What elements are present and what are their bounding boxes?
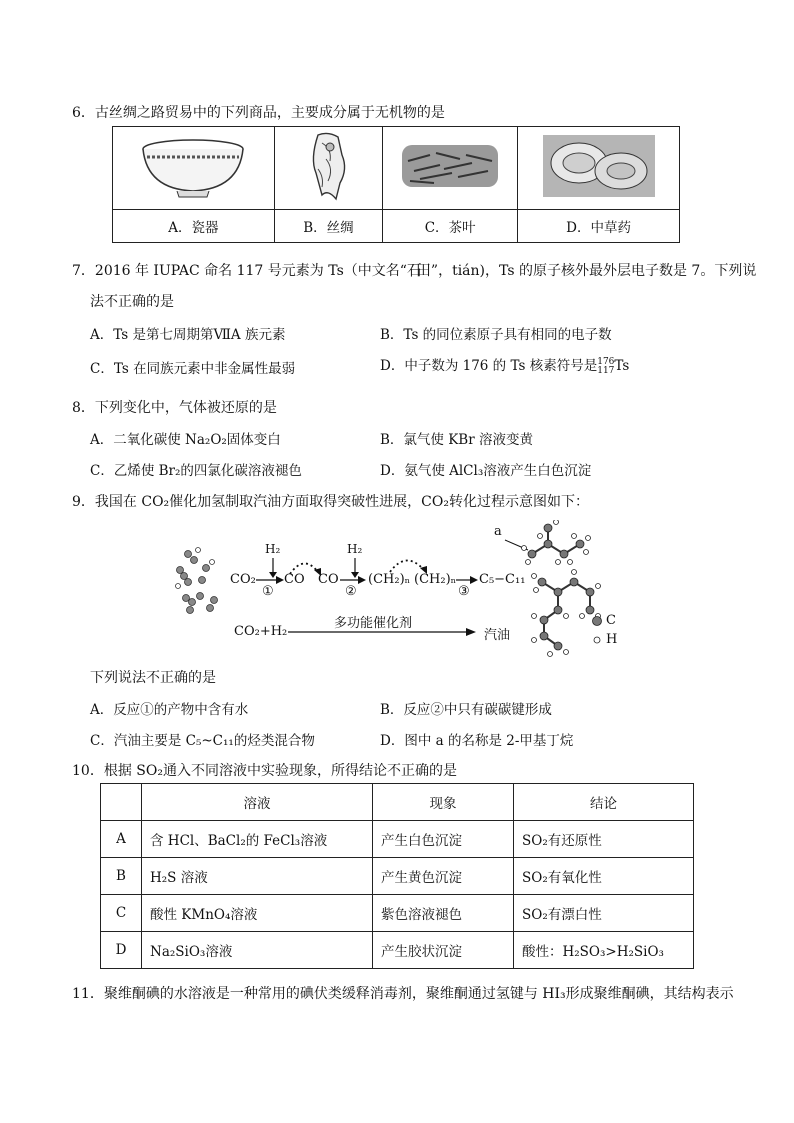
question-10-table: [100, 783, 694, 969]
q8-option-d: D．氨气使 AlCl₃溶液产生白色沉淀: [380, 463, 592, 479]
table-cell: 产生黄色沉淀: [373, 858, 514, 895]
gasoline-label: 汽油: [484, 628, 511, 643]
porcelain-bowl-icon: [133, 131, 253, 201]
question-9-sub: 下列说法不正确的是: [90, 670, 216, 686]
option-b-image: [274, 127, 382, 210]
molecule-a-label: a: [494, 524, 502, 539]
tea-leaves-icon: [400, 141, 500, 191]
option-c-image: [383, 127, 518, 210]
table-cell: A: [101, 821, 142, 858]
table-header-cell: 结论: [514, 784, 694, 821]
option-d-label: D．中草药: [518, 210, 680, 243]
question-10-stem: 10．根据 SO₂通入不同溶液中实验现象，所得结论不正确的是: [72, 763, 457, 779]
table-row: [101, 858, 694, 895]
catalyst-label: 多功能催化剂: [334, 616, 413, 631]
q8-option-b: B．氯气使 KBr 溶液变黄: [380, 432, 533, 448]
step-2-label: ②: [345, 584, 357, 599]
table-cell: H₂S 溶液: [142, 858, 373, 895]
table-row: [101, 821, 694, 858]
q7-option-d: [380, 354, 629, 376]
table-cell: C: [101, 895, 142, 932]
silk-cloth-icon: [288, 129, 368, 203]
q8-option-a: A．二氧化碳使 Na₂O₂固体变白: [90, 432, 281, 448]
atomic-number: 117: [597, 365, 615, 376]
step-3-label: ③: [458, 584, 470, 599]
table-cell: 紫色溶液褪色: [373, 895, 514, 932]
c5-c11-label: C₅−C₁₁: [479, 572, 526, 587]
h2-label-2: H₂: [347, 542, 363, 556]
option-a-label: A．瓷器: [113, 210, 275, 243]
q9-option-d: D．图中 a 的名称是 2-甲基丁烷: [380, 733, 574, 749]
table-row: [101, 932, 694, 969]
table-cell: 产生胶状沉淀: [373, 932, 514, 969]
q9-option-b: B．反应②中只有碳碳键形成: [380, 702, 552, 718]
q9-option-a: A．反应①的产物中含有水: [90, 702, 249, 718]
table-header-cell: 现象: [373, 784, 514, 821]
question-7-stem-cont: 法不正确的是: [90, 294, 174, 310]
question-11-stem: 11．聚维酮碘的水溶液是一种常用的碘伏类缓释消毒剂，聚维酮通过氢键与 HI₃形成聚维酮碘，其结构表示: [72, 986, 734, 1002]
option-c-label: C．茶叶: [383, 210, 518, 243]
q7-option-b: B．Ts 的同位素原子具有相同的电子数: [380, 327, 612, 343]
co2-h2-label: CO₂+H₂: [234, 624, 288, 639]
table-cell: SO₂有还原性: [514, 821, 694, 858]
q9-option-c: C．汽油主要是 C₅~C₁₁的烃类混合物: [90, 733, 315, 749]
q7-option-d-text: D．中子数为 176 的 Ts 核素符号是: [380, 358, 598, 374]
co2-label: CO₂: [230, 572, 256, 587]
option-d-image: [518, 127, 680, 210]
q8-option-c: C．乙烯使 Br₂的四氯化碳溶液褪色: [90, 463, 302, 479]
table-header-row: [101, 784, 694, 821]
legend-hydrogen-label: H: [606, 632, 618, 647]
table-cell: 酸性：H₂SO₃>H₂SiO₃: [514, 932, 694, 969]
question-7-stem: [72, 259, 756, 280]
question-6-stem: 6．古丝绸之路贸易中的下列商品，主要成分属于无机物的是: [72, 105, 445, 121]
h2-label-1: H₂: [265, 542, 281, 556]
co2-conversion-diagram: [170, 520, 630, 660]
q7-option-a: A．Ts 是第七周期第ⅦA 族元素: [90, 327, 286, 343]
step-1-label: ①: [262, 584, 274, 599]
table-cell: Na₂SiO₃溶液: [142, 932, 373, 969]
herbal-medicine-icon: [539, 131, 659, 201]
nuclide-symbol: Ts: [614, 358, 630, 374]
question-9-stem: 9．我国在 CO₂催化加氢制取汽油方面取得突破性进展，CO₂转化过程示意图如下：: [72, 494, 589, 510]
table-cell: SO₂有漂白性: [514, 895, 694, 932]
option-b-label: B．丝绸: [274, 210, 382, 243]
table-cell: D: [101, 932, 142, 969]
table-header-cell: [101, 784, 142, 821]
question-8-stem: 8．下列变化中，气体被还原的是: [72, 400, 277, 416]
mass-number: 176: [597, 356, 615, 367]
legend-carbon-label: C: [606, 613, 616, 628]
question-6-options-table: [112, 126, 680, 243]
nuclide-numbers: [597, 358, 614, 376]
stem-part-1: 7．2016 年 IUPAC 命名 117 号元素为 Ts（中文名“: [72, 263, 407, 279]
table-row: [101, 895, 694, 932]
table-cell: B: [101, 858, 142, 895]
table-cell: SO₂有氧化性: [514, 858, 694, 895]
ch2n-label-1: (CH₂)ₙ: [368, 572, 411, 587]
element-character: 石田: [406, 261, 425, 279]
table-cell: 含 HCl、BaCl₂的 FeCl₃溶液: [142, 821, 373, 858]
option-a-image: [113, 127, 275, 210]
co-label-2: CO: [318, 572, 339, 587]
co-label-1: CO: [284, 572, 305, 587]
table-header-cell: 溶液: [142, 784, 373, 821]
table-cell: 产生白色沉淀: [373, 821, 514, 858]
diagram-graphics: [170, 520, 630, 660]
ch2n-label-2: (CH₂)ₙ: [414, 572, 457, 587]
table-cell: 酸性 KMnO₄溶液: [142, 895, 373, 932]
q7-option-c: C．Ts 在同族元素中非金属性最弱: [90, 361, 296, 377]
stem-part-2: ”，tián)，Ts 的原子核外最外层电子数是 7。下列说: [430, 263, 757, 279]
